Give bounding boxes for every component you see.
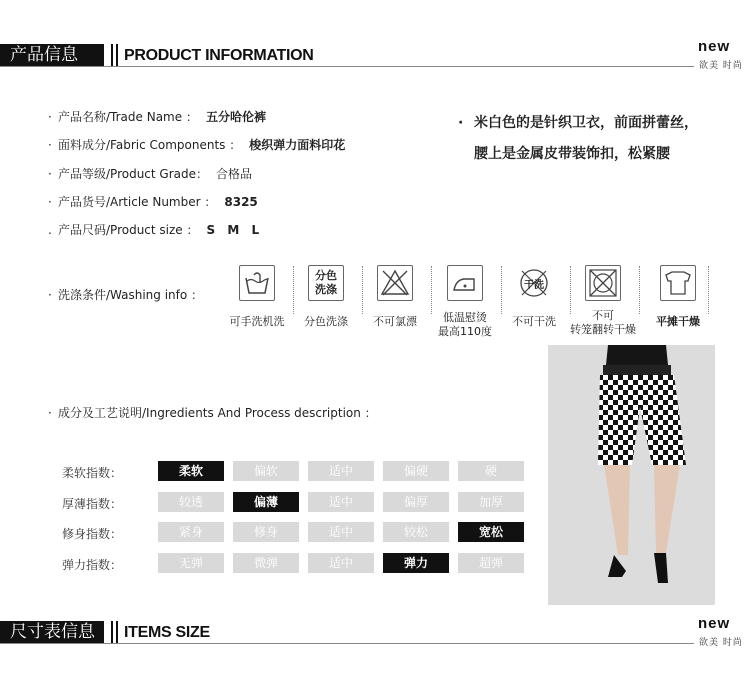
washing-label: · 洗涤条件/Washing info ： — [48, 288, 204, 302]
index-option: 无弹 — [158, 553, 224, 573]
index-option: 偏厚 — [383, 492, 449, 512]
no-bleach-icon — [377, 265, 413, 301]
product-description: · 米白色的是针织卫衣，前面拼蕾丝， 腰上是金属皮带装饰扣，松紧腰 — [458, 115, 698, 162]
brand-logo: new — [698, 38, 731, 55]
index-option: 宽松 — [458, 522, 524, 542]
index-option: 柔软 — [158, 461, 224, 481]
wash-item-no-tumble-dry: 不可 转笼翻转干燥 — [569, 265, 637, 337]
index-option: 紧身 — [158, 522, 224, 542]
index-option: 加厚 — [458, 492, 524, 512]
wash-item-no-dry-clean: 干洗 不可干洗 — [500, 265, 568, 329]
header-rule — [0, 643, 694, 644]
wash-item-low-iron: 低温慰烫 最高110度 — [431, 265, 499, 339]
spec-trade-name: · 产品名称/Trade Name ： 五分哈伦裤 — [48, 110, 266, 124]
index-option: 较透 — [158, 492, 224, 512]
wash-item-separate: 分色 洗涤 分色洗涤 — [292, 265, 360, 329]
wash-separator — [639, 266, 640, 314]
index-option: 弹力 — [383, 553, 449, 573]
low-iron-icon — [447, 265, 483, 301]
separate-wash-icon: 分色 洗涤 — [308, 265, 344, 301]
no-dry-clean-icon: 干洗 — [516, 265, 552, 301]
product-photo — [548, 345, 715, 605]
wash-item-flat-dry: 平摊干燥 — [644, 265, 712, 329]
size-section-title-en: ITEMS SIZE — [124, 624, 210, 641]
wash-separator — [708, 266, 709, 314]
index-option: 微弹 — [233, 553, 299, 573]
index-option: 偏软 — [233, 461, 299, 481]
index-option: 适中 — [308, 553, 374, 573]
flat-dry-icon — [660, 265, 696, 301]
index-option: 较松 — [383, 522, 449, 542]
index-option: 修身 — [233, 522, 299, 542]
index-option: 适中 — [308, 522, 374, 542]
size-section-title-cn: 尺寸表信息 — [0, 621, 104, 643]
index-option: 偏硬 — [383, 461, 449, 481]
hand-machine-wash-icon — [239, 265, 275, 301]
section-title-en: PRODUCT INFORMATION — [124, 47, 314, 64]
fit-index-label: 修身指数： — [62, 527, 123, 541]
spec-grade: · 产品等级/Product Grade： 合格品 — [48, 167, 253, 181]
brand-logo: new — [698, 615, 731, 632]
ingredients-label: · 成分及工艺说明/Ingredients And Process description ： — [48, 406, 377, 420]
no-tumble-dry-icon — [585, 265, 621, 301]
wash-item-hand-machine: 可手洗机洗 — [223, 265, 291, 329]
section-title-cn: 产品信息 — [0, 44, 104, 66]
spec-size: . 产品尺码/Product size ： S M L — [48, 223, 264, 237]
wash-item-no-bleach: 不可氯漂 — [361, 265, 429, 329]
softness-index-label: 柔软指数： — [62, 466, 123, 480]
spec-fabric: · 面料成分/Fabric Components ： 梭织弹力面料印花 — [48, 138, 346, 152]
index-option: 适中 — [308, 492, 374, 512]
index-option: 偏薄 — [233, 492, 299, 512]
header-rule — [0, 66, 694, 67]
thickness-index-label: 厚薄指数： — [62, 497, 123, 511]
index-option: 适中 — [308, 461, 374, 481]
brand-subtitle: 欲美 时尚 — [699, 61, 743, 71]
header-bars-icon — [111, 44, 118, 66]
index-option: 硬 — [458, 461, 524, 481]
header-bars-icon — [111, 621, 118, 643]
spec-article-number: · 产品货号/Article Number ： 8325 — [48, 195, 258, 209]
index-option: 超弹 — [458, 553, 524, 573]
brand-subtitle: 欲美 时尚 — [699, 638, 743, 648]
stretch-index-label: 弹力指数： — [62, 558, 123, 572]
